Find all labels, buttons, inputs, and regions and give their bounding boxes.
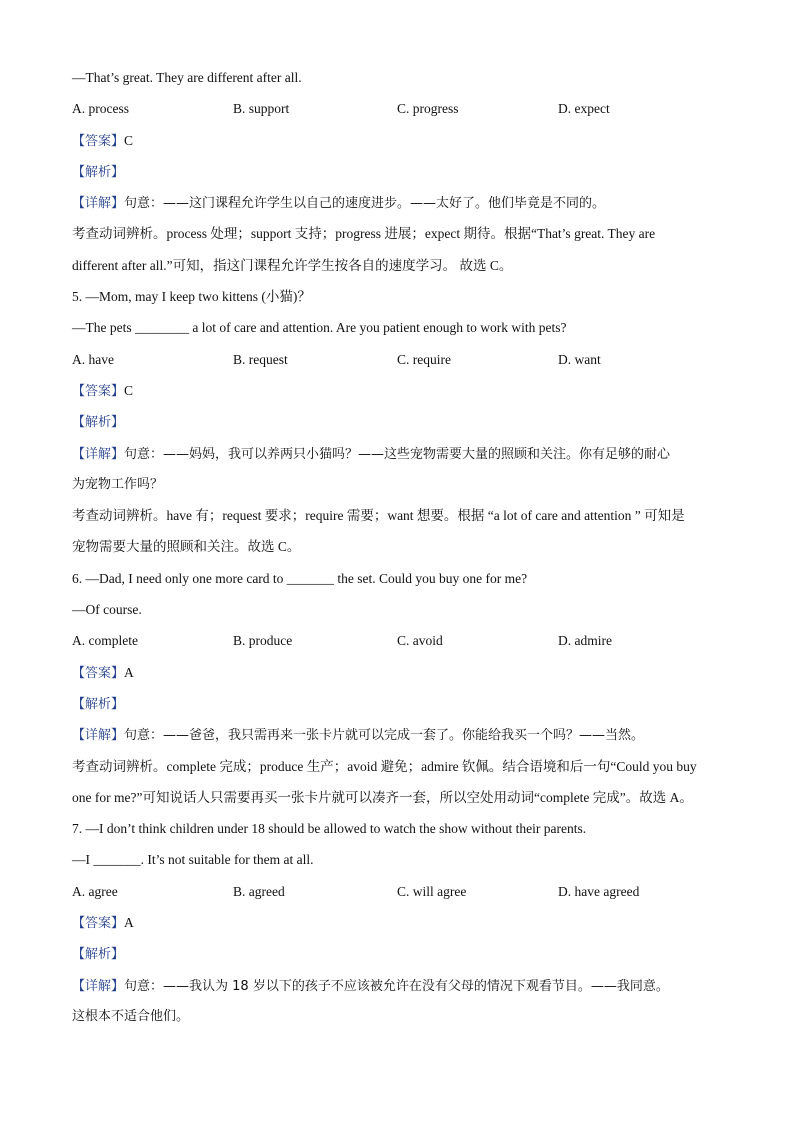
q5-stem: 5. —Mom, may I keep two kittens (小猫)？	[72, 289, 311, 305]
q6-analysis-line	[72, 688, 722, 719]
q4-reply: —That’s great. They are different after all.	[72, 70, 302, 85]
q5-detail-line	[72, 438, 722, 469]
q4-option-b: B. support	[233, 101, 290, 117]
q5-option-d: D. want	[558, 351, 601, 367]
q7-detail-1: 句意：——我认为 18 岁以下的孩子不应该被允许在没有父母的情况下观看节目。——我同意。	[124, 978, 669, 994]
document-page	[72, 62, 722, 1032]
q5-options	[72, 344, 722, 375]
q6-answer: A	[124, 664, 134, 680]
answer-tag: 【答案】	[72, 916, 125, 932]
q5-detail-1: 句意：——妈妈，我可以养两只小猫吗？——这些宠物需要大量的照顾和关注。你有足够的耐心	[124, 446, 671, 462]
q7-option-c: C. will agree	[397, 883, 467, 899]
q6-options	[72, 625, 722, 656]
q6-option-c: C. avoid	[397, 633, 443, 649]
q6-stem: 6. —Dad, I need only one more card to _______ the set. Could you buy one for me?	[72, 570, 528, 586]
q6-explain-2: one for me?”可知说话人只需要再买一张卡片就可以凑齐一套，所以空处用动词“complete 完成”。故选 A。	[72, 789, 693, 805]
q6-answer-line	[72, 657, 722, 688]
q5-explain-1: 考查动词辨析。have 有；request 要求；require 需要；want 想要。根据 “a lot of care and attention ” 可知是	[72, 508, 685, 524]
q4-detail: 句意：——这门课程允许学生以自己的速度进步。——太好了。他们毕竟是不同的。	[124, 196, 606, 212]
q4-analysis-line	[72, 156, 722, 187]
q5-option-a: A. have	[72, 351, 114, 367]
q5-reply: —The pets ________ a lot of care and attention. Are you patient enough to work with pets?	[72, 320, 567, 336]
q6-option-a: A. complete	[72, 633, 138, 649]
q5-explain-2: 宠物需要大量的照顾和关注。故选 C。	[72, 539, 301, 555]
q4-options	[72, 93, 722, 124]
q4-explain-2: different after all.”可知，指这门课程允许学生按各自的速度学习。 故选 C。	[72, 257, 513, 273]
q6-detail-line	[72, 719, 722, 750]
q4-explain-1: 考查动词辨析。process 处理；support 支持；progress 进展；expect 期待。根据“That’s great. They are	[72, 226, 656, 242]
detail-tag: 【详解】	[72, 446, 125, 462]
q7-options	[72, 876, 722, 907]
q7-option-d: D. have agreed	[558, 883, 640, 899]
answer-tag: 【答案】	[72, 133, 125, 149]
analysis-tag: 【解析】	[72, 415, 125, 431]
detail-tag: 【详解】	[72, 728, 125, 744]
q7-reply: —I _______. It’s not suitable for them at all.	[72, 852, 314, 868]
answer-tag: 【答案】	[72, 383, 125, 399]
q4-option-d: D. expect	[558, 101, 610, 117]
analysis-tag: 【解析】	[72, 164, 125, 180]
detail-tag: 【详解】	[72, 978, 125, 994]
analysis-tag: 【解析】	[72, 947, 125, 963]
q7-answer-line	[72, 907, 722, 938]
q6-option-b: B. produce	[233, 633, 293, 649]
q5-detail-2: 为宠物工作吗？	[72, 476, 164, 492]
q5-answer: C	[124, 382, 134, 398]
q5-analysis-line	[72, 406, 722, 437]
q5-answer-line	[72, 375, 722, 406]
q7-stem: 7. —I don’t think children under 18 should be allowed to watch the show without their parents.	[72, 821, 587, 837]
q4-option-c: C. progress	[397, 101, 459, 117]
q7-analysis-line	[72, 938, 722, 969]
q4-option-a: A. process	[72, 101, 129, 117]
q7-detail-2: 这根本不适合他们。	[72, 1008, 190, 1024]
q4-answer: C	[124, 132, 134, 148]
q7-answer: A	[124, 915, 134, 931]
q5-option-c: C. require	[397, 351, 451, 367]
analysis-tag: 【解析】	[72, 696, 125, 712]
q4-detail-line	[72, 187, 722, 218]
q7-detail-line	[72, 970, 722, 1001]
q5-option-b: B. request	[233, 351, 288, 367]
answer-tag: 【答案】	[72, 665, 125, 681]
q6-explain-1: 考查动词辨析。complete 完成；produce 生产；avoid 避免；admire 钦佩。结合语境和后一句“Could you buy	[72, 758, 697, 774]
q4-answer-line	[72, 125, 722, 156]
q7-option-a: A. agree	[72, 883, 118, 899]
q6-option-d: D. admire	[558, 633, 612, 649]
q6-detail: 句意：——爸爸，我只需再来一张卡片就可以完成一套了。你能给我买一个吗？——当然。	[124, 728, 645, 744]
q6-reply: —Of course.	[72, 602, 142, 618]
detail-tag: 【详解】	[72, 196, 125, 212]
q7-option-b: B. agreed	[233, 883, 285, 899]
